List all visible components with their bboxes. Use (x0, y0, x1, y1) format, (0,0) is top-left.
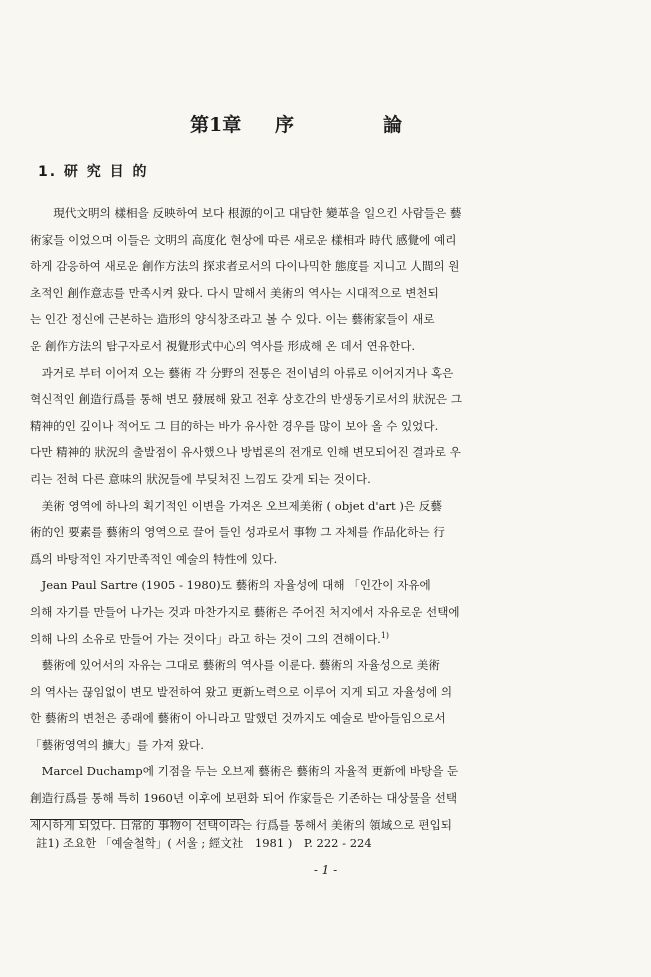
paragraph-line: 藝術에 있어서의 자유는 그대로 藝術의 역사를 이룬다. 藝術의 자율성으로 美術 (30, 658, 440, 673)
paragraph-line: 과거로 부터 이어져 오는 藝術 각 分野의 전통은 전이념의 아류로 이어지거나 혹은 (30, 365, 454, 380)
paragraph-line: 術家들 이었으며 이들은 文明의 高度化 현상에 따른 새로운 樣相과 時代 感覺에 예리 (30, 232, 457, 247)
paragraph-line-text: 의해 나의 소유로 만들어 가는 것이다」라고 하는 것이 그의 견해이다. (30, 631, 381, 646)
footnote-marker: 1) (380, 630, 390, 640)
body-text (30, 200, 620, 838)
paragraph-line: 리는 전혀 다른 意味의 狀況들에 부딪쳐진 느낌도 갖게 되는 것이다. (30, 471, 371, 486)
paragraph-line: Jean Paul Sartre (1905 - 1980)도 藝術의 자율성에 대해 「인간이 자유에 (30, 578, 431, 593)
paragraph-line: 現代文明의 樣相을 反映하여 보다 根源的이고 대담한 變革을 일으킨 사람들은 藝 (30, 206, 462, 220)
paragraph-line: 精神的인 깊이나 적어도 그 目的하는 바가 유사한 경우를 많이 보아 올 수 있었다. (30, 418, 439, 433)
footnote: 註1) 조요한 「예술철학」( 서울 ; 經文社 1981 ) P. 222 - 224 (36, 836, 372, 850)
paragraph-line: 는 인간 정신에 근본하는 造形의 양식창조라고 볼 수 있다. 이는 藝術家들이 새로 (30, 312, 435, 327)
paragraph-line: 다만 精神的 狀況의 출발점이 유사했으나 방법론의 전개로 인해 변모되어진 결과로 우 (30, 445, 461, 460)
paragraph-line: Marcel Duchamp에 기점을 두는 오브제 藝術은 藝術의 자율적 更新에 바탕을 둔 (30, 764, 459, 779)
footnote-divider (30, 819, 243, 820)
paragraph-line: 하게 감응하여 새로운 創作方法의 探求者로서의 다이나믹한 態度를 지니고 人間의 원 (30, 259, 460, 274)
paragraph-line: 한 藝術의 변천은 종래에 藝術이 아니라고 말했던 것까지도 예술로 받아들임으로서 (30, 711, 446, 726)
paragraph-line: 운 創作方法의 탐구자로서 視覺形式中心의 역사를 形成해 온 데서 연유한다. (30, 338, 416, 353)
paragraph-line: 혁신적인 創造行爲를 통해 변모 發展해 왔고 전후 상호간의 반생동기로서의 狀況은 그 (30, 392, 462, 407)
paragraph-line: 의 역사는 끊임없이 변모 발전하여 왔고 更新노력으로 이루어 지게 되고 자율성에 의 (30, 684, 453, 699)
paragraph-line: 爲의 바탕적인 자기만족적인 예술의 特性에 있다. (30, 551, 278, 566)
paragraph-line: 의해 자기를 만들어 나가는 것과 마찬가지로 藝術은 주어진 처지에서 자유로운 선택에 (30, 604, 460, 619)
chapter-number: 第1章 (190, 114, 242, 136)
paragraph-line: 「藝術영역의 擴大」를 가져 왔다. (30, 737, 204, 752)
paragraph-line: 초적인 創作意志를 만족시켜 왔다. 다시 말해서 美術의 역사는 시대적으로 변천되 (30, 285, 439, 300)
chapter-title-first-char: 序 (275, 114, 295, 136)
paragraph-line (30, 626, 620, 653)
paragraph-line: 術的인 要素를 藝術의 영역으로 끌어 들인 성과로서 事物 그 자체를 作品化하는 行 (30, 525, 445, 540)
section-title: 1. 研 究 目 的 (38, 164, 149, 180)
paragraph-line: 美術 영역에 하나의 획기적인 이변을 가져온 오브제美術 ( objet d'art )은 反藝 (30, 498, 442, 513)
paragraph-line: 創造行爲를 통해 특히 1960년 이후에 보편화 되어 作家들은 기존하는 대상물을 선택 (30, 791, 458, 806)
page-number: - 1 - (313, 863, 338, 877)
paragraph-line: 제시하게 되었다. 日常的 事物이 선택이라는 行爲를 통해서 美術의 領域으로 편입되 (30, 817, 452, 832)
chapter-title-second-char: 論 (383, 114, 403, 136)
